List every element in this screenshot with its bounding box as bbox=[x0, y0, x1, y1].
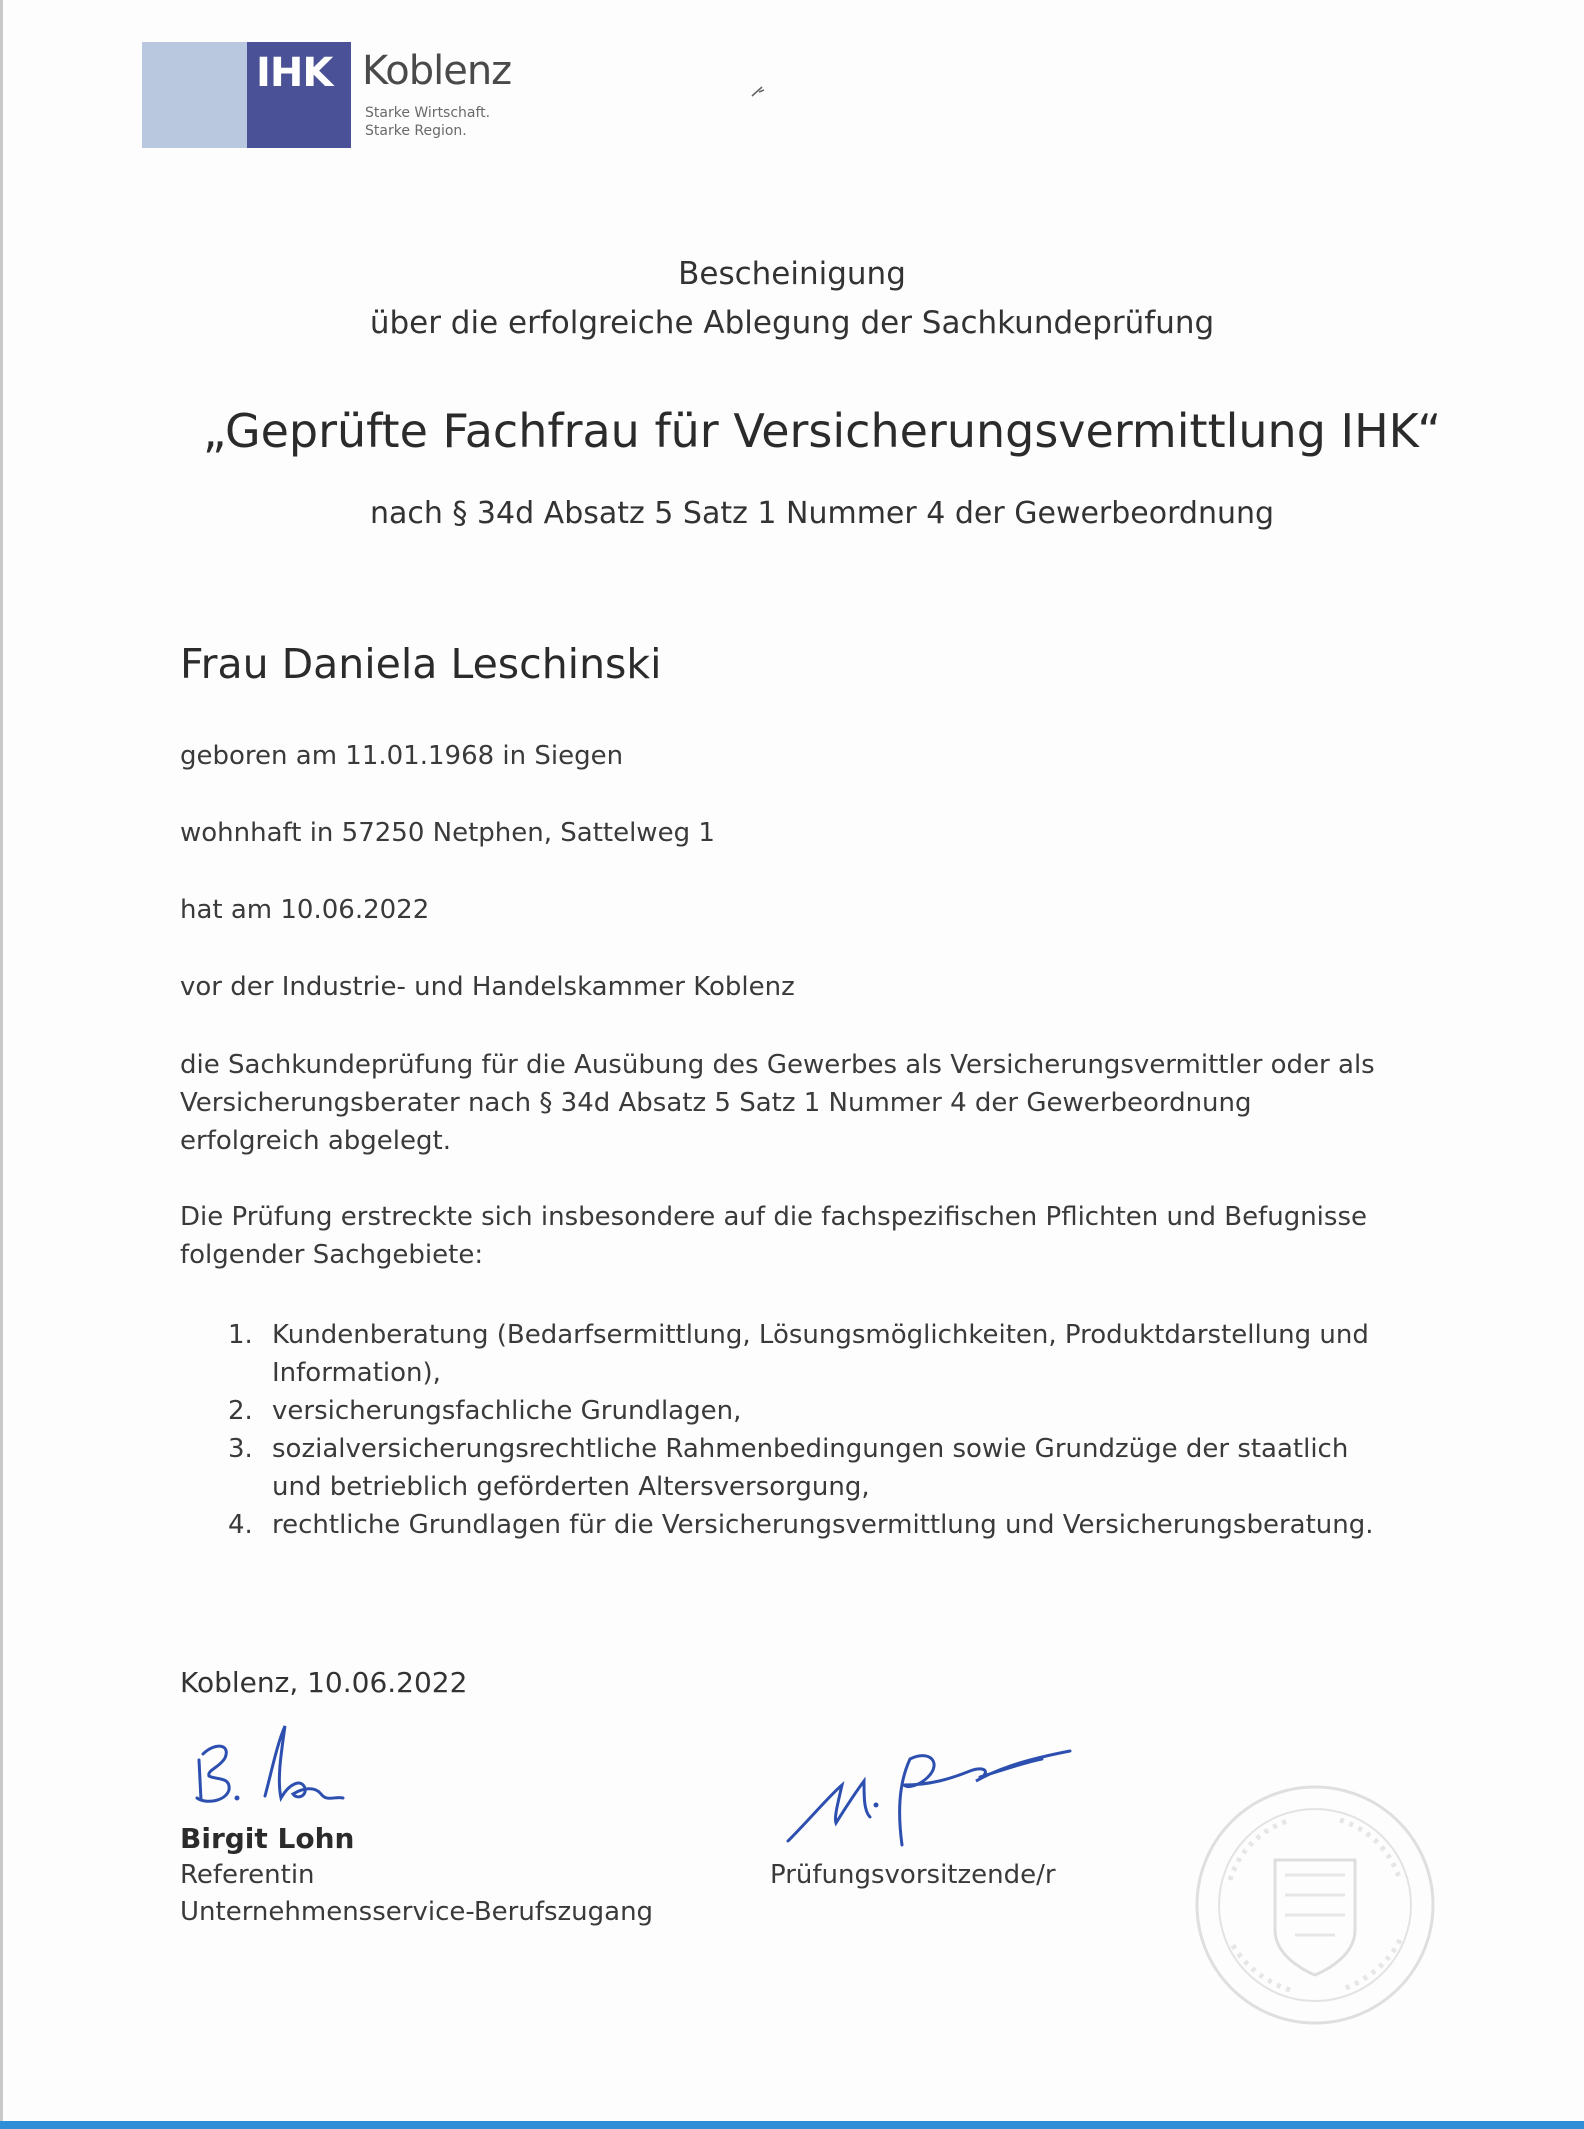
signer-name: Birgit Lohn bbox=[180, 1822, 355, 1855]
scope-statement: Die Prüfung erstreckte sich insbesondere auf die fachspezifischen Pflichten und Befugnisse folgender Sachgebiete: bbox=[180, 1202, 1367, 1270]
list-item-number: 4. bbox=[228, 1510, 253, 1540]
signature-chair bbox=[780, 1745, 1080, 1855]
logo-city: Koblenz bbox=[362, 48, 512, 94]
list-item-number: 3. bbox=[228, 1434, 253, 1464]
scan-bottom-edge bbox=[0, 2121, 1584, 2129]
exam-statement: die Sachkundeprüfung für die Ausübung des Gewerbes als Versicherungsvermittler oder als Versicherungsberater nach § 34d Absatz 5 Satz 1 Nummer 4 der Gewerbeordnung erfolgreich abgelegt. bbox=[180, 1050, 1375, 1156]
signer-department: Unternehmensservice-Berufszugang bbox=[180, 1897, 654, 1927]
list-item-number: 1. bbox=[228, 1320, 253, 1350]
legal-basis: nach § 34d Absatz 5 Satz 1 Nummer 4 der Gewerbeordnung bbox=[369, 496, 1275, 531]
address-line: wohnhaft in 57250 Netphen, Sattelweg 1 bbox=[180, 818, 715, 848]
ihk-koblenz-logo bbox=[142, 42, 522, 152]
qualification-title: „Geprüfte Fachfrau für Versicherungsvermittlung IHK“ bbox=[202, 404, 1442, 458]
heading-subtitle: über die erfolgreiche Ablegung der Sachkundeprüfung bbox=[369, 305, 1215, 341]
heading-certificate: Bescheinigung bbox=[678, 256, 906, 292]
list-item-text: sozialversicherungsrechtliche Rahmenbedingungen sowie Grundzüge der staatlich und betrieblich geförderten Altersversorgung, bbox=[272, 1434, 1349, 1502]
place-and-date: Koblenz, 10.06.2022 bbox=[180, 1666, 468, 1699]
exam-date-line: hat am 10.06.2022 bbox=[180, 895, 430, 925]
logo-mark: IHK bbox=[256, 50, 333, 96]
logo-tagline bbox=[365, 104, 490, 140]
signature-referentin bbox=[185, 1714, 365, 1814]
list-item bbox=[228, 1430, 1388, 1506]
list-item bbox=[228, 1506, 1388, 1544]
chamber-line: vor der Industrie- und Handelskammer Koblenz bbox=[180, 972, 795, 1002]
pen-mark-icon bbox=[750, 84, 766, 98]
list-item-text: Kundenberatung (Bedarfsermittlung, Lösungsmöglichkeiten, Produktdarstellung und Information), bbox=[272, 1320, 1369, 1388]
birth-line: geboren am 11.01.1968 in Siegen bbox=[180, 741, 624, 771]
list-item-text: versicherungsfachliche Grundlagen, bbox=[272, 1396, 742, 1426]
embossed-seal-icon bbox=[1190, 1780, 1440, 2030]
exam-chair-label: Prüfungsvorsitzende/r bbox=[770, 1860, 1056, 1890]
list-item-text: rechtliche Grundlagen für die Versicherungsvermittlung und Versicherungsberatung. bbox=[272, 1510, 1374, 1540]
topic-list bbox=[228, 1316, 1388, 1544]
logo-tagline-2: Starke Region. bbox=[365, 123, 467, 139]
signer-role: Referentin bbox=[180, 1860, 315, 1890]
logo-tagline-1: Starke Wirtschaft. bbox=[365, 105, 491, 121]
logo-light-block bbox=[142, 42, 247, 148]
list-item bbox=[228, 1316, 1388, 1392]
list-item-number: 2. bbox=[228, 1396, 253, 1426]
holder-name: Frau Daniela Leschinski bbox=[180, 640, 662, 688]
list-item bbox=[228, 1392, 1388, 1430]
